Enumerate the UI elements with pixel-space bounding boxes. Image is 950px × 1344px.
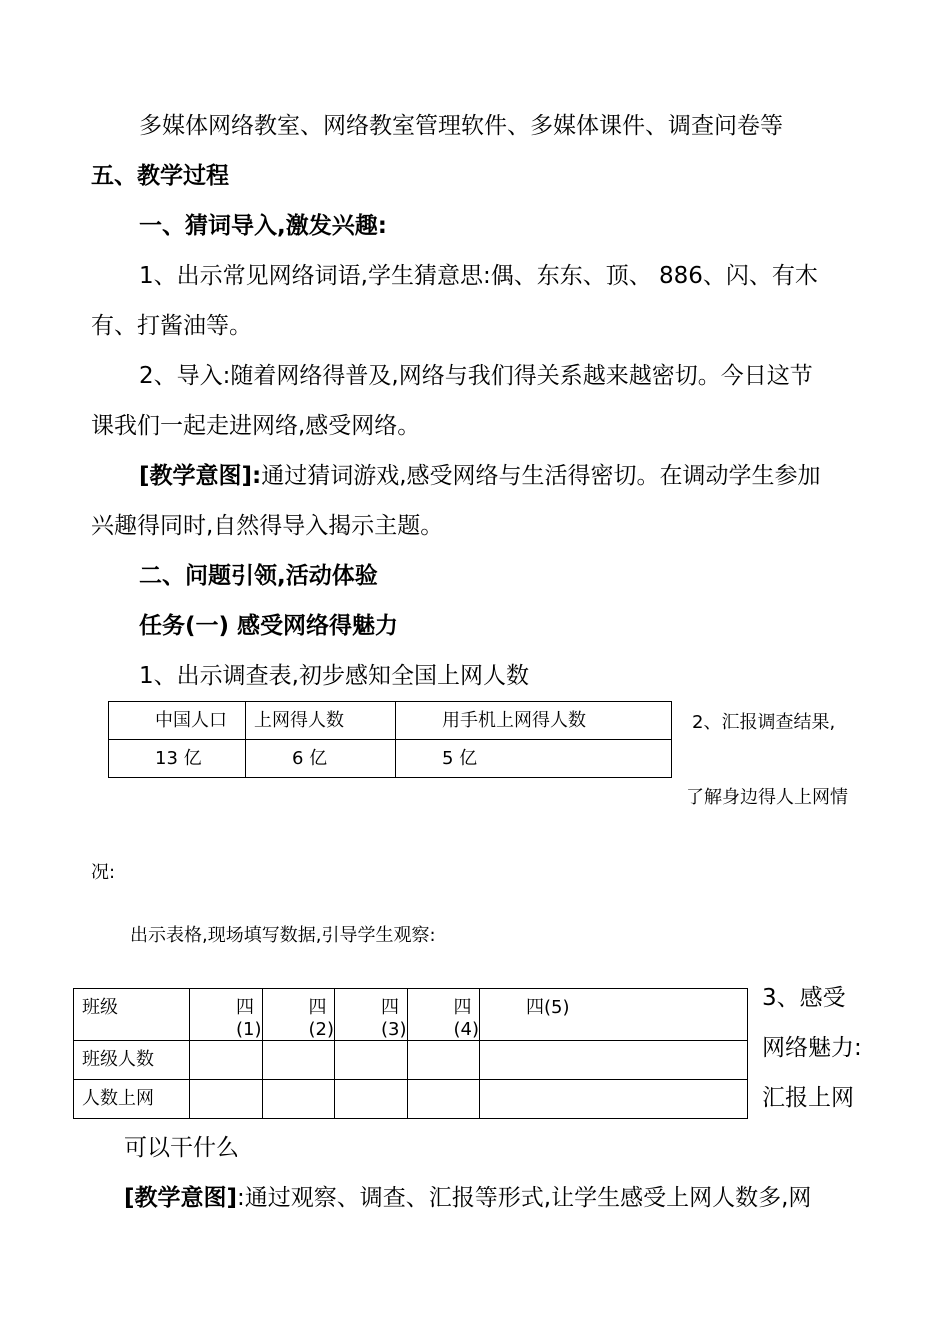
national-internet-table [108, 701, 672, 778]
table-cell [480, 1041, 748, 1080]
table-cell [190, 1041, 263, 1080]
class-internet-table [73, 988, 748, 1119]
table-cell: 班级人数 [74, 1041, 190, 1080]
table-cell [262, 1041, 335, 1080]
teaching-intent-label: [教学意图]: [139, 463, 262, 489]
table-cell: 5 亿 [396, 740, 672, 778]
table-cell [335, 1041, 408, 1080]
table-cell: 6 亿 [246, 740, 396, 778]
paragraph-2-line-1: 2、导入:随着网络得普及,网络与我们得关系越来越密切。今日这节 [139, 363, 813, 389]
subheading-guess-words: 一、猜词导入,激发兴趣: [139, 213, 387, 239]
table-row [109, 702, 672, 740]
table-cell [335, 1080, 408, 1119]
report-results-line-2: 了解身边得人上网情 [686, 787, 848, 808]
teaching-intent-text: :通过观察、调查、汇报等形式,让学生感受上网人数多,网 [237, 1185, 812, 1211]
table-cell [407, 1041, 480, 1080]
report-results-line-3: 况: [91, 862, 116, 883]
line-materials: 多媒体网络教室、网络教室管理软件、多媒体课件、调查问卷等 [139, 113, 783, 139]
teaching-intent-2 [124, 1183, 811, 1213]
table-header-cell: 班级 [74, 989, 190, 1041]
task-1-heading: 任务(一) 感受网络得魅力 [139, 613, 399, 639]
paragraph-1-line-2: 有、打酱油等。 [91, 313, 252, 339]
table-cell: 人数上网 [74, 1080, 190, 1119]
table-row [74, 1080, 748, 1119]
table-cell [190, 1080, 263, 1119]
table-header-cell: 中国人口 [109, 702, 246, 740]
table-header-cell: 用手机上网得人数 [396, 702, 672, 740]
survey-intro-line: 1、出示调查表,初步感知全国上网人数 [139, 663, 529, 689]
paragraph-2-line-2: 课我们一起走进网络,感受网络。 [91, 413, 421, 439]
table-cell [407, 1080, 480, 1119]
feel-charm-line-1: 3、感受 [762, 985, 846, 1011]
paragraph-1-line-1: 1、出示常见网络词语,学生猜意思:偶、东东、顶、 886、闪、有木 [139, 263, 818, 289]
table-row [109, 740, 672, 778]
table-cell [262, 1080, 335, 1119]
table-header-cell: 四(2) [262, 989, 335, 1041]
teaching-intent-1-line-1 [139, 461, 821, 491]
table-header-cell: 四(3) [335, 989, 408, 1041]
table-row [74, 1041, 748, 1080]
teaching-intent-1-line-2: 兴趣得同时,自然得导入揭示主题。 [91, 513, 444, 539]
feel-charm-line-2: 网络魅力: [762, 1035, 862, 1061]
teaching-intent-label: [教学意图] [124, 1185, 238, 1211]
table-header-cell: 四(5) [480, 989, 748, 1041]
table-header-cell: 上网得人数 [246, 702, 396, 740]
feel-charm-line-4: 可以干什么 [124, 1135, 239, 1161]
subheading-problem-led: 二、问题引领,活动体验 [139, 563, 378, 589]
teaching-intent-text: 通过猜词游戏,感受网络与生活得密切。在调动学生参加 [261, 463, 821, 489]
table-row [74, 989, 748, 1041]
table-header-cell: 四(4) [407, 989, 480, 1041]
table-cell: 13 亿 [109, 740, 246, 778]
feel-charm-line-3: 汇报上网 [762, 1085, 854, 1111]
section-heading-teaching-process: 五、教学过程 [91, 163, 229, 189]
table-cell [480, 1080, 748, 1119]
show-table-instruction: 出示表格,现场填写数据,引导学生观察: [130, 925, 436, 946]
table-header-cell: 四(1) [190, 989, 263, 1041]
report-results-line-1: 2、汇报调查结果, [692, 712, 836, 733]
